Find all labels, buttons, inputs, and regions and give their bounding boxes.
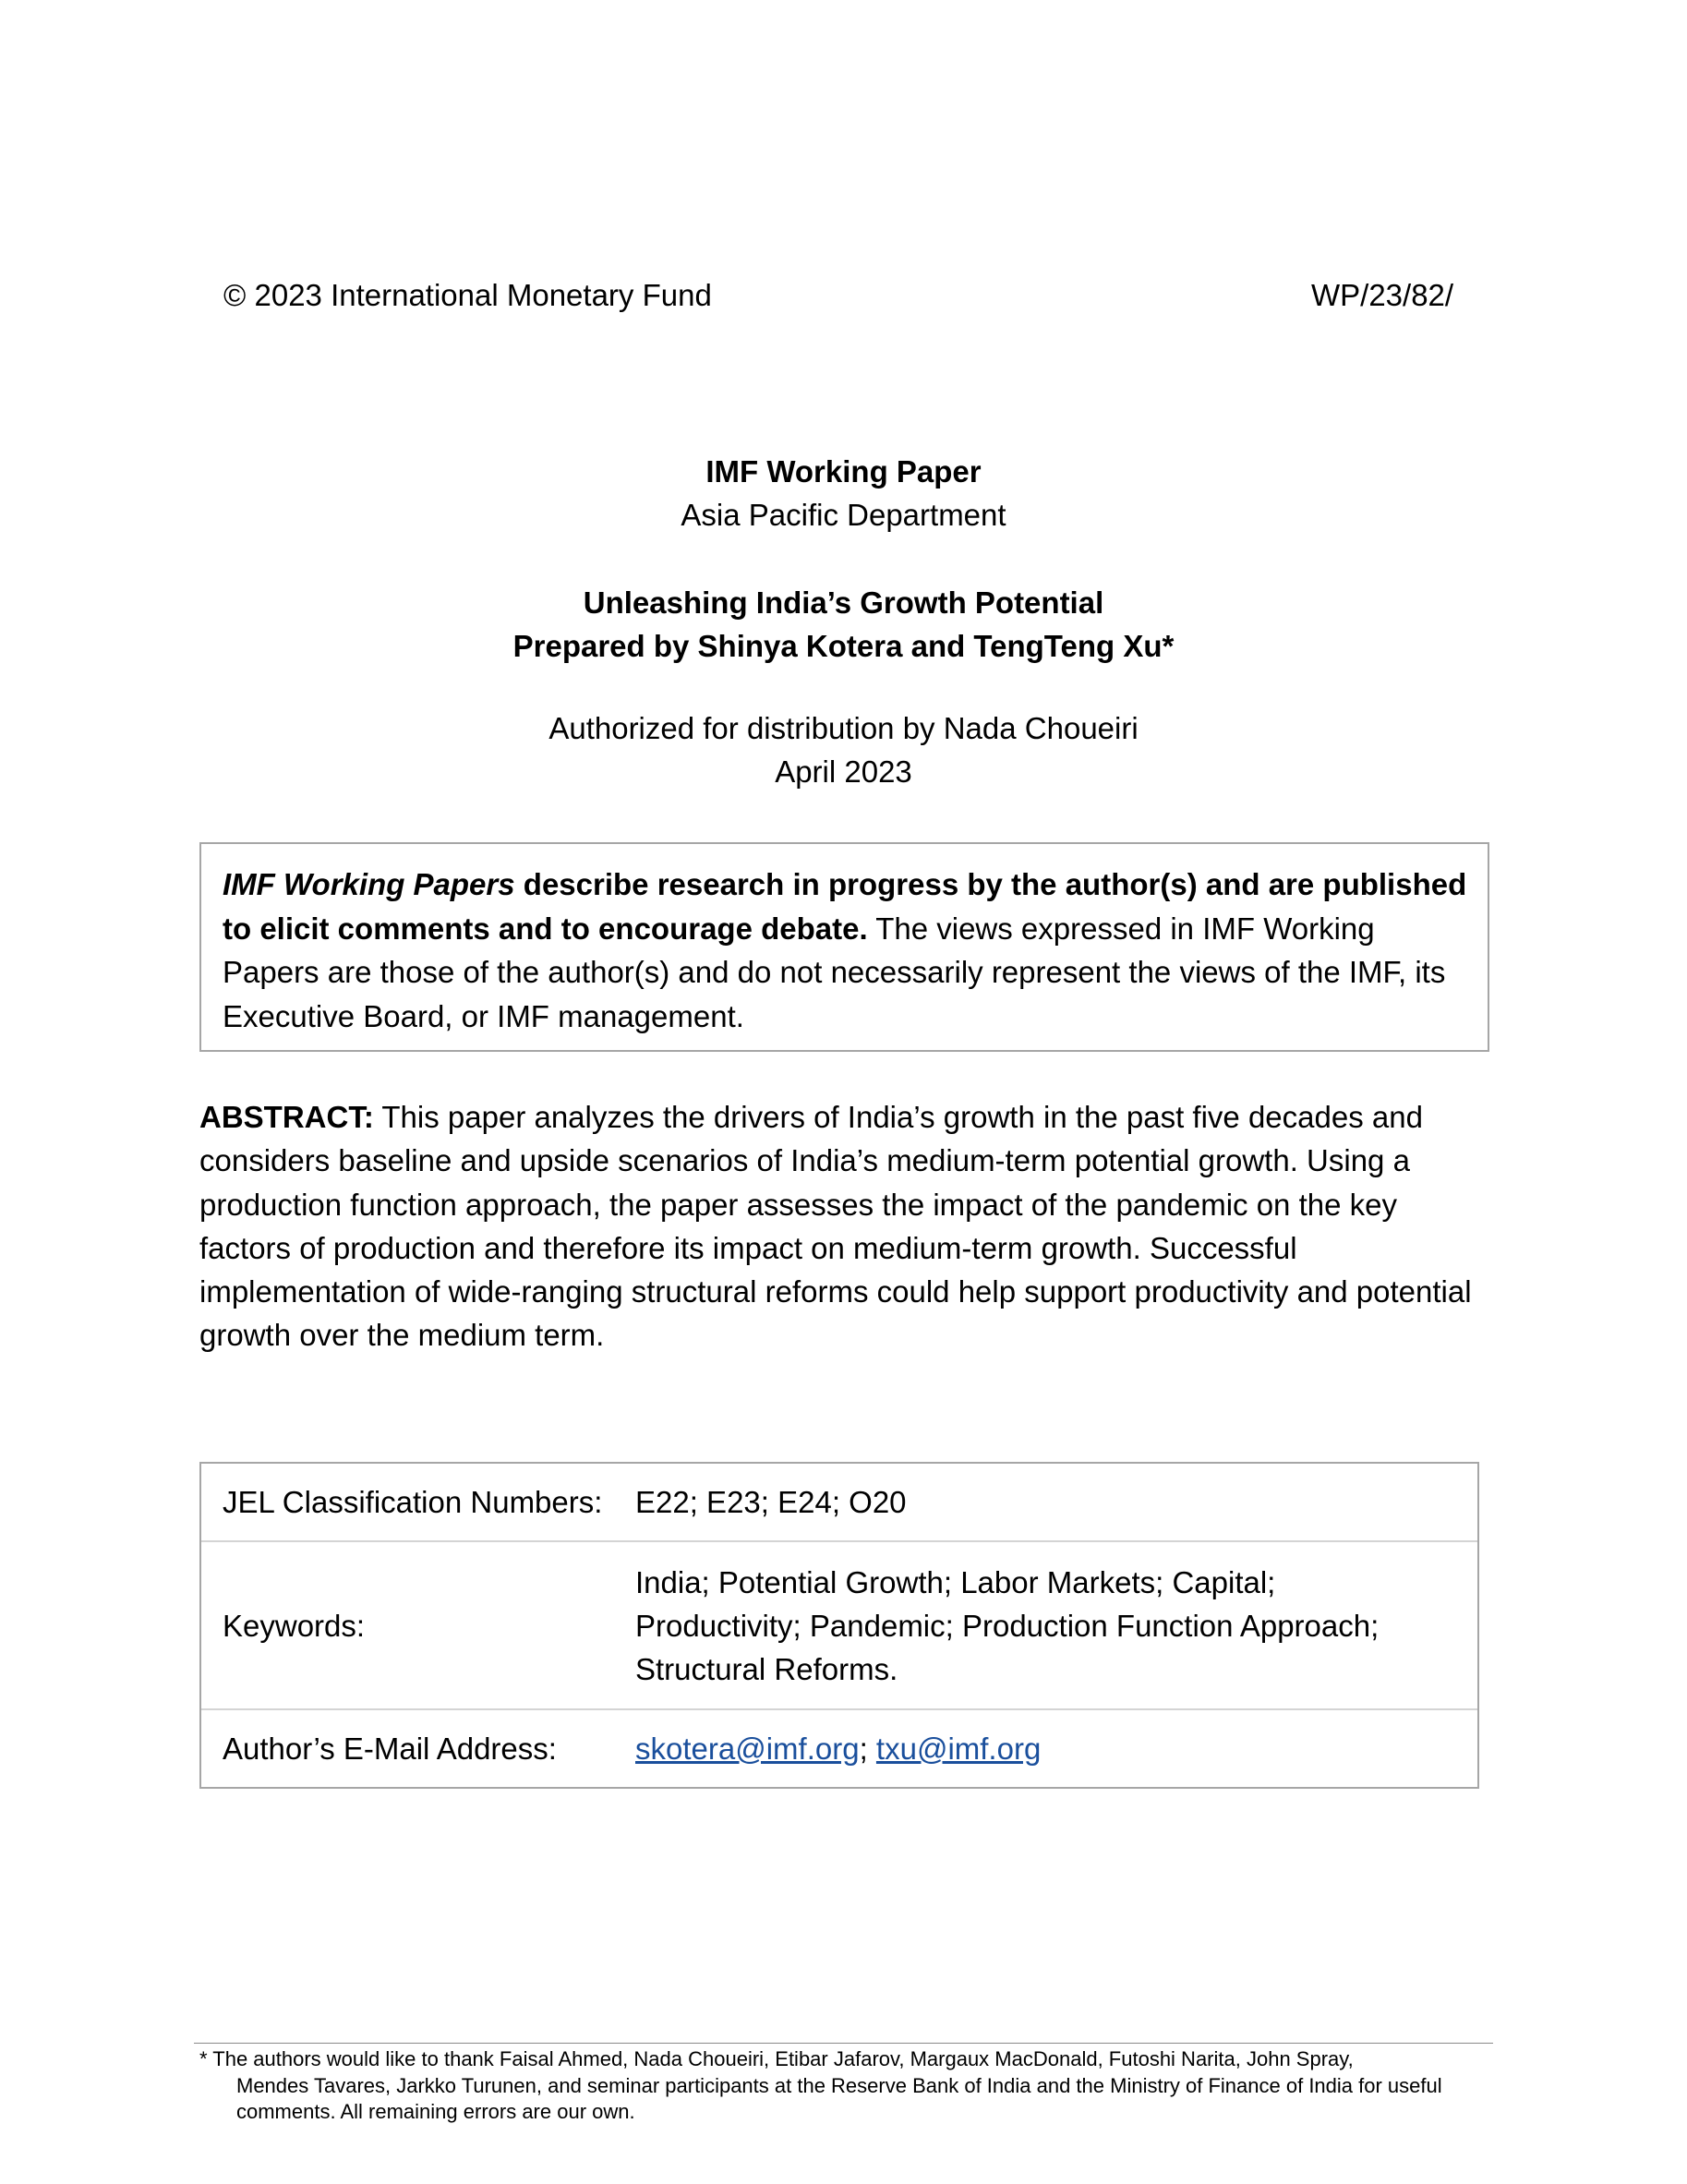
keywords-value: India; Potential Growth; Labor Markets; Capital; Productivity; Pandemic; Production Function Approach; Structural Reforms. bbox=[635, 1564, 1380, 1686]
disclaimer-text: The views expressed in IMF Working Papers are those of the author(s) and do not necessarily represent the views of the IMF, its Executive Board, or IMF management. bbox=[223, 911, 1446, 1033]
disclaimer-bold-text: describe research in progress by the author(s) and are published to elicit comments and to encourage debate. bbox=[223, 867, 1467, 946]
footnote-first-line: * The authors would like to thank Faisal Ahmed, Nada Choueiri, Etibar Jafarov, Margaux MacDonald, Futoshi Narita, John Spray, bbox=[199, 2047, 1354, 2070]
keywords-label: Keywords: bbox=[223, 1608, 366, 1643]
email-link-kotera[interactable]: skotera@imf.org bbox=[635, 1732, 860, 1766]
working-paper-number: WP/23/82/ bbox=[1311, 278, 1454, 312]
publication-date: April 2023 bbox=[775, 754, 912, 789]
email-separator: ; bbox=[859, 1732, 876, 1766]
abstract-paragraph bbox=[199, 1095, 1492, 1357]
paper-title: Unleashing India’s Growth Potential bbox=[583, 585, 1104, 620]
classification-table bbox=[199, 1462, 1479, 1789]
email-label: Author’s E-Mail Address: bbox=[223, 1732, 557, 1766]
copyright-notice: © 2023 International Monetary Fund bbox=[223, 278, 712, 312]
email-link-xu[interactable]: txu@imf.org bbox=[875, 1732, 1042, 1766]
table-row bbox=[201, 1708, 1477, 1787]
email-value bbox=[635, 1727, 1477, 1770]
abstract-text: This paper analyzes the drivers of India’s growth in the past five decades and considers baseline and upside scenarios of India’s medium-term potential growth. Using a production function approach, the paper assesses the impact of the pandemic on the key factors of production and therefore its impact on medium-term growth. Successful implementation of wide-ranging structural reforms could help support productivity and potential growth over the medium term. bbox=[199, 1100, 1472, 1353]
jel-value: E22; E23; E24; O20 bbox=[635, 1485, 907, 1519]
footnote-continuation: Mendes Tavares, Jarkko Turunen, and seminar participants at the Reserve Bank of India and the Ministry of Finance of India for useful comments. All remaining errors are our own. bbox=[236, 2073, 1442, 2124]
department-name: Asia Pacific Department bbox=[681, 498, 1006, 532]
authorization-block bbox=[0, 706, 1687, 793]
footnote-separator bbox=[194, 2043, 1493, 2044]
disclaimer-lead: IMF Working Papers bbox=[223, 867, 515, 901]
footnote bbox=[199, 2046, 1497, 2126]
disclaimer-box bbox=[199, 842, 1489, 1052]
authors-line: Prepared by Shinya Kotera and TengTeng Xu* bbox=[512, 629, 1175, 663]
series-block bbox=[0, 450, 1687, 537]
abstract-label: ABSTRACT: bbox=[199, 1100, 374, 1134]
series-title: IMF Working Paper bbox=[705, 454, 982, 489]
table-row bbox=[201, 1540, 1477, 1708]
table-row bbox=[201, 1464, 1477, 1540]
jel-label: JEL Classification Numbers: bbox=[223, 1485, 603, 1519]
title-block bbox=[0, 581, 1687, 668]
authorization-line: Authorized for distribution by Nada Choueiri bbox=[548, 711, 1139, 745]
